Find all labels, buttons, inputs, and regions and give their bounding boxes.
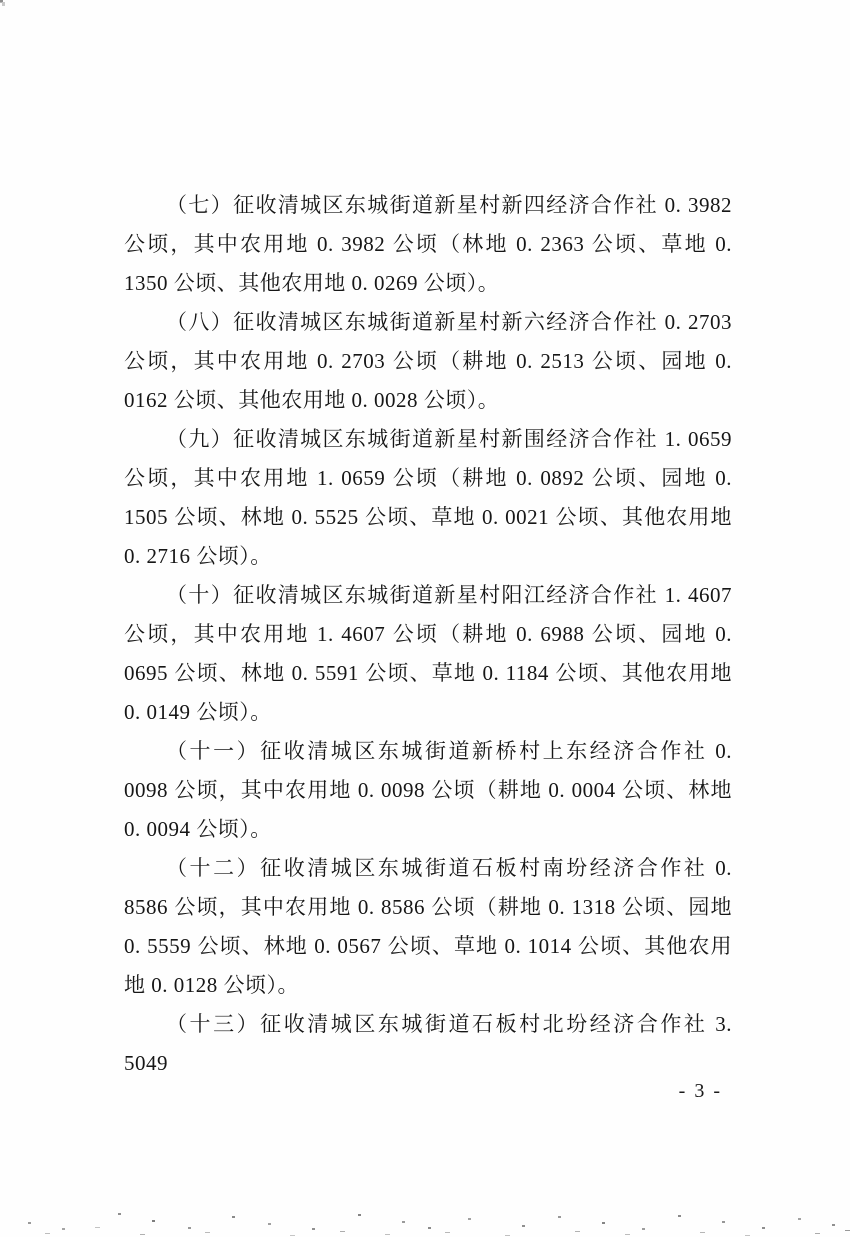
page-number: - 3 - <box>678 1080 722 1102</box>
scan-noise-artifact <box>0 0 5 3</box>
paragraph-7: （七）征收清城区东城街道新星村新四经济合作社 0. 3982 公顷，其中农用地 0. 3982 公顷（林地 0. 2363 公顷、草地 0. 1350 公顷、其他农用地 0. 0269 公顷）。 <box>124 193 732 295</box>
paragraph-8: （八）征收清城区东城街道新星村新六经济合作社 0. 2703 公顷，其中农用地 0. 2703 公顷（耕地 0. 2513 公顷、园地 0. 0162 公顷、其他农用地 0. 0028 公顷）。 <box>124 310 732 412</box>
document-body <box>124 186 732 1083</box>
paragraph-9: （九）征收清城区东城街道新星村新围经济合作社 1. 0659 公顷，其中农用地 1. 0659 公顷（耕地 0. 0892 公顷、园地 0. 1505 公顷、林地 0. 5525 公顷、草地 0. 0021 公顷、其他农用地 0. 2716 公顷）。 <box>124 427 732 568</box>
paragraph-10: （十）征收清城区东城街道新星村阳江经济合作社 1. 4607 公顷，其中农用地 1. 4607 公顷（耕地 0. 6988 公顷、园地 0. 0695 公顷、林地 0. 5591 公顷、草地 0. 1184 公顷、其他农用地 0. 0149 公顷）。 <box>124 583 732 724</box>
paragraph-12: （十二）征收清城区东城街道石板村南坋经济合作社 0. 8586 公顷，其中农用地 0. 8586 公顷（耕地 0. 1318 公顷、园地 0. 5559 公顷、林地 0. 0567 公顷、草地 0. 1014 公顷、其他农用地 0. 0128 公顷）。 <box>124 856 732 997</box>
scan-speck-top-right <box>2 2 5 6</box>
paragraph-13: （十三）征收清城区东城街道石板村北坋经济合作社 3. 5049 <box>124 1012 732 1075</box>
paragraph-11: （十一）征收清城区东城街道新桥村上东经济合作社 0. 0098 公顷，其中农用地 0. 0098 公顷（耕地 0. 0004 公顷、林地 0. 0094 公顷）。 <box>124 739 732 841</box>
